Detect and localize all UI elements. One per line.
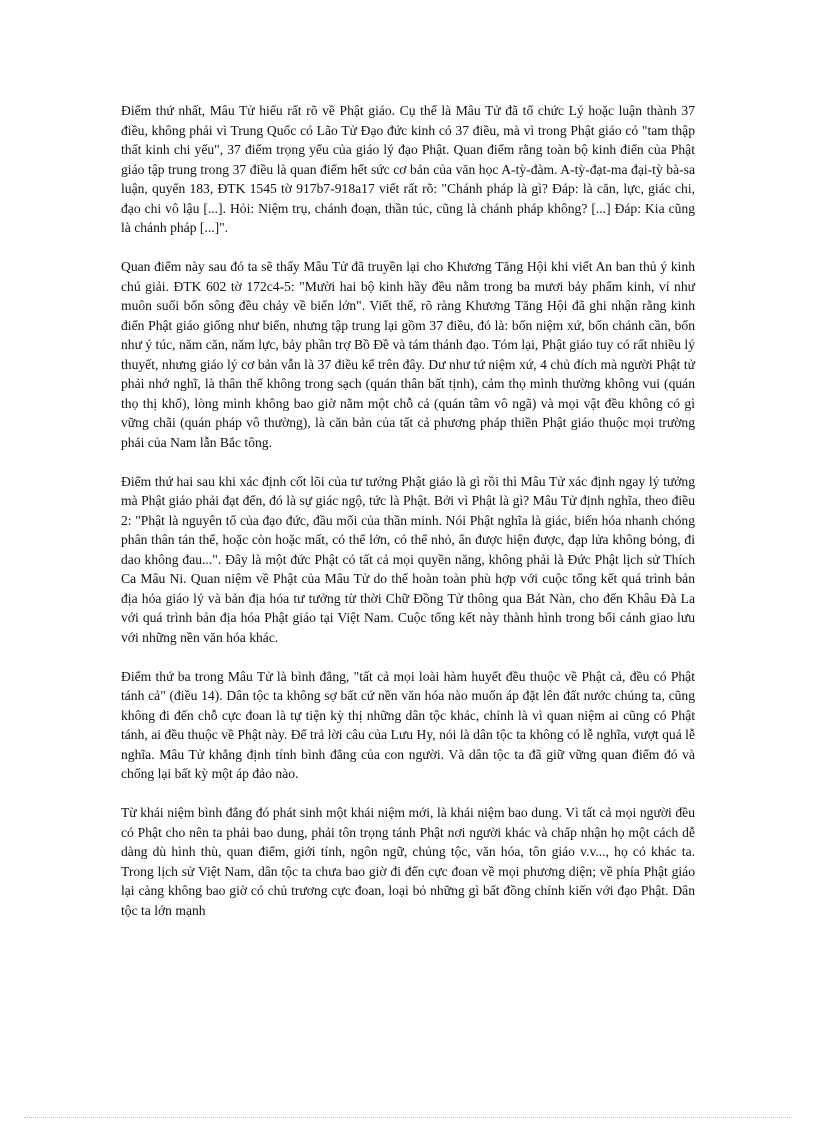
- paragraph-2: Quan điểm này sau đó ta sẽ thấy Mâu Tử đã truyền lại cho Khương Tăng Hội khi viết An ban thủ ý kinh chú giải. ĐTK 602 tờ 172c4-5: "Mười hai bộ kinh hầy đều nằm trong ba mươi bảy phẩm kinh, ví như muôn suối bốn sông đều chảy về biển lớn". Viết thế, rõ ràng Khương Tăng Hội đã ghi nhận rằng kinh điển Phật giáo giống như biển, nhưng tập trung lại gồm 37 điều, đó là: bốn niệm xứ, bốn chánh cần, bốn như ý túc, năm căn, năm lực, bảy phần trợ Bồ Đề và tám thánh đạo. Tóm lại, Phật giáo tuy có rất nhiều lý thuyết, nhưng giáo lý cơ bản vẫn là 37 điều kể trên đây. Dư như tứ niệm xứ, 4 chủ đích mà người Phật tử phải nhớ nghĩ, là thân thể không trong sạch (quán thân bất tịnh), cảm thọ mình thường không vui (quán thọ thị khổ), lòng mình không bao giờ nằm một chỗ cả (quán tâm vô ngã) và mọi vật đều không có gì vững chãi (quán pháp vô thường), là căn bản của tất cả phương pháp thiền Phật giáo thuộc mọi trường phái của Nam lẫn Bắc tông.: [121, 259, 695, 450]
- document-body: [121, 101, 695, 940]
- paragraph-4: Điểm thứ ba trong Mâu Tử là bình đẳng, "tất cả mọi loài hàm huyết đều thuộc về Phật cả, đều có Phật tánh cả" (điều 14). Dân tộc ta không sợ bất cứ nền văn hóa nào muốn áp đặt lên đất nước chúng ta, cũng không đi đến chỗ cực đoan là tự tiện kỳ thị những dân tộc khác, chính là vì quan niệm ai cũng có Phật tánh, ai đều thuộc về Phật này. Để trả lời câu của Lưu Hy, nói là dân tộc ta không có lễ nghĩa, vượt quá lễ nghĩa. Mâu Tử khẳng định tính bình đẳng của con người. Và dân tộc ta đã giữ vững quan điểm đó và chống lại bất kỳ một áp đảo nào.: [121, 668, 695, 781]
- paragraph-5: Từ khái niệm bình đẳng đó phát sinh một khái niệm mới, là khái niệm bao dung. Vì tất cả mọi người đều có Phật cho nên ta phải bao dung, phải tôn trọng tánh Phật nơi người khác và chấp nhận họ một cách dễ dàng dù hình thù, quan điểm, giới tính, ngôn ngữ, chủng tộc, văn hóa, tôn giáo v.v..., họ có khác ta. Trong lịch sử Việt Nam, dân tộc ta chưa bao giờ đi đến cực đoan về mọi phương diện; về phía Phật giáo lại càng không bao giờ có chủ trương cực đoan, loại bỏ những gì bất đồng chính kiến với đạo Phật. Dân tộc ta lớn mạnh: [121, 805, 695, 918]
- paragraph-1: Điểm thứ nhất, Mâu Tử hiểu rất rõ về Phật giáo. Cụ thể là Mâu Tử đã tổ chức Lý hoặc luận thành 37 điều, không phải vì Trung Quốc có Lão Tử Đạo đức kinh có 37 điều, mà vì trong Phật giáo có "tam thập thất kinh chi yếu", 37 điểm trọng yếu của giáo lý đạo Phật. Quan điểm rằng toàn bộ kinh điển của Phật giáo tập trung trong 37 điều là quan điểm hết sức cơ bản của văn học A-tỳ-đàm. A-tỳ-đạt-ma đại-tỳ bà-sa luận, quyển 183, ĐTK 1545 tờ 917b7-918a17 viết rất rõ: "Chánh pháp là gì? Đáp: là căn, lực, giác chi, đạo chi vô lậu [...]. Hỏi: Niệm trụ, chánh đoạn, thần túc, cũng là chánh pháp không? [...] Đáp: Kia cũng là chánh pháp [...]".: [121, 103, 695, 235]
- page-bottom-divider: [24, 1117, 792, 1118]
- paragraph-3: Điểm thứ hai sau khi xác định cốt lõi của tư tưởng Phật giáo là gì rồi thì Mâu Tử xác định ngay lý tưởng mà Phật giáo phải đạt đến, đó là sự giác ngộ, tức là Phật. Bởi vì Phật là gì? Mâu Tử định nghĩa, theo điều 2: "Phật là nguyên tổ của đạo đức, đầu mối của thần minh. Nói Phật nghĩa là giác, biến hóa nhanh chóng phân thân tán thể, hoặc còn hoặc mất, có thể lớn, có thể nhỏ, ẩn được hiện được, đạp lửa không bỏng, đi dao không đau...". Đây là một đức Phật có tất cả mọi quyền năng, không phải là Đức Phật lịch sử Thích Ca Mâu Ni. Quan niệm về Phật của Mâu Tử do thế hoàn toàn phù hợp với cuộc tổng kết quá trình bản địa hóa giáo lý và bản địa hóa tư tưởng từ thời Chữ Đồng Tử thông qua Bát Nàn, cho đến Khâu Đà La với quá trình bản địa hóa Phật giáo tại Việt Nam. Cuộc tổng kết này thành hình trong bối cảnh giao lưu với những nền văn hóa khác.: [121, 473, 695, 645]
